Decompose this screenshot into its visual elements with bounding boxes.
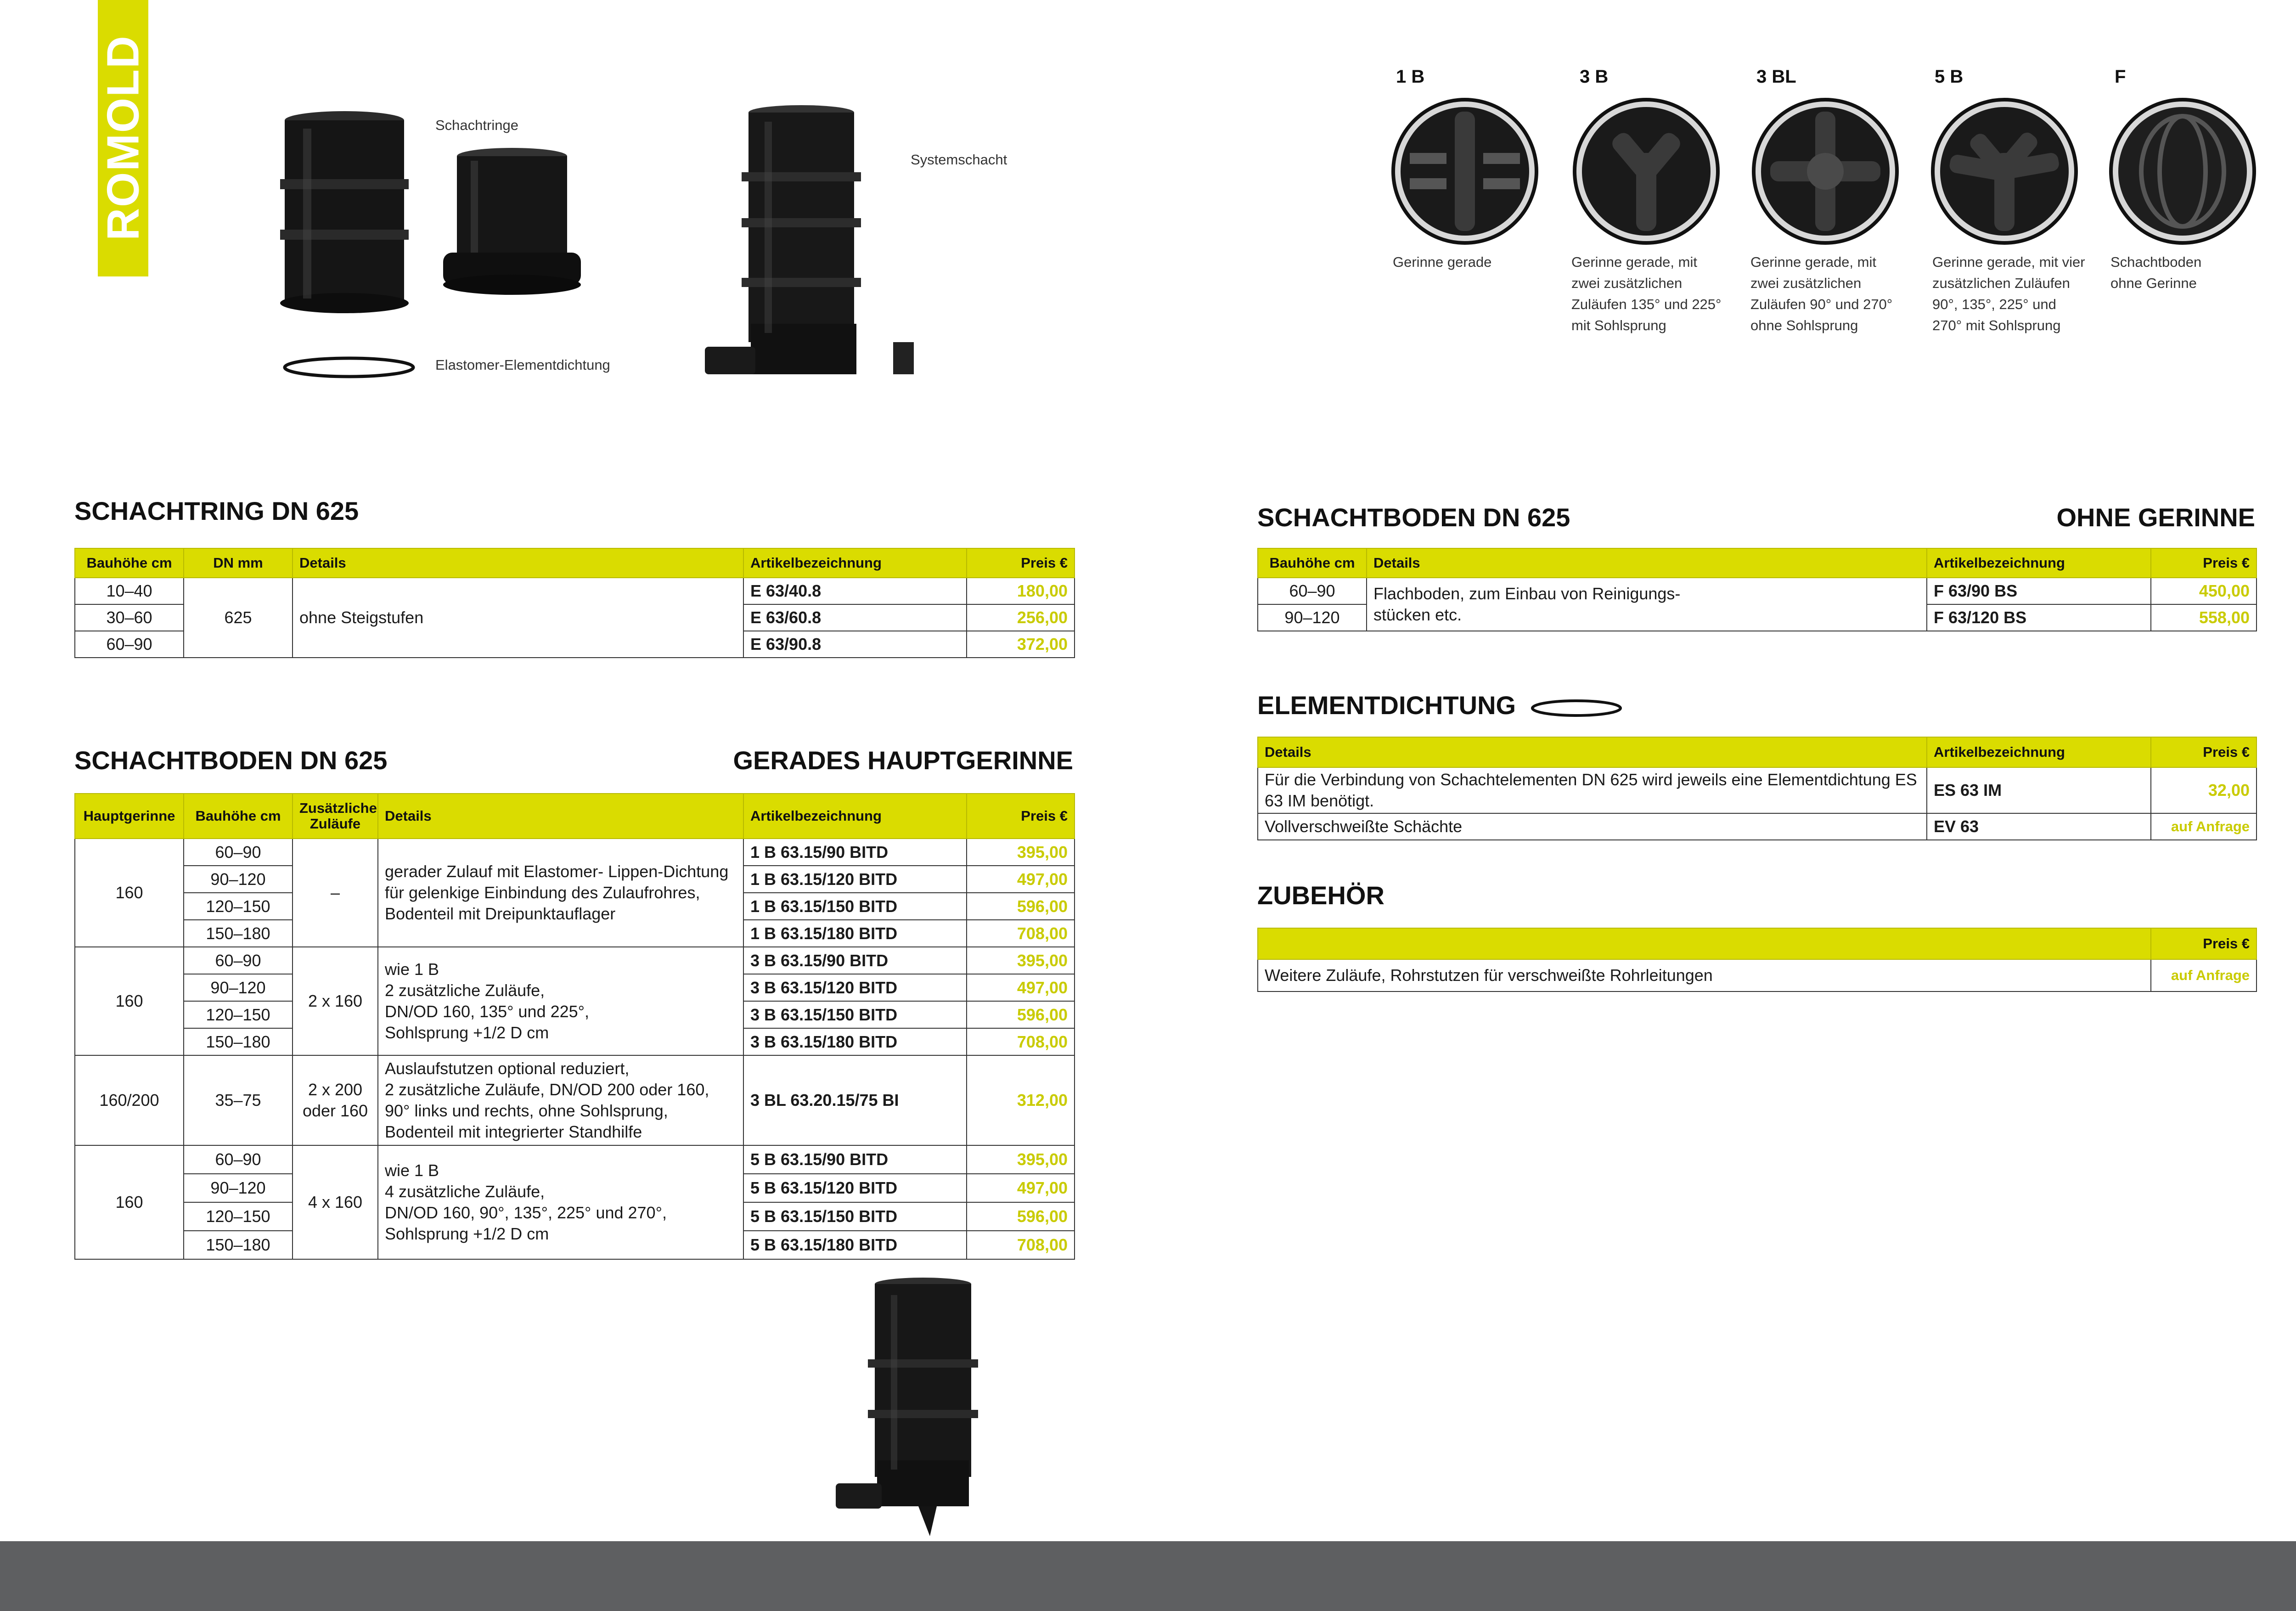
flachboden-subtitle: OHNE GERINNE <box>2056 503 2255 532</box>
schachtboden-table <box>74 793 1075 1260</box>
table-cell: wie 1 B 4 zusätzliche Zuläufe, DN/OD 160, 90°, 135°, 225° und 270°, Sohlsprung +1/2 D cm <box>378 1145 743 1259</box>
col-header: Preis € <box>2151 737 2257 767</box>
table-cell: 150–180 <box>184 920 293 947</box>
table-cell: 5 B 63.15/120 BITD <box>743 1174 967 1202</box>
col-header: Bauhöhe cm <box>75 548 184 578</box>
zubehoer-table <box>1257 928 2257 992</box>
variant-1b-image <box>1391 98 1538 245</box>
variant-code-3b: 3 B <box>1580 67 1609 87</box>
variant-caption-5b: Gerinne gerade, mit vier zusätzlichen Zuläufen 90°, 135°, 225° und 270° mit Sohlsprung <box>1932 254 2085 333</box>
table-cell: 120–150 <box>184 893 293 920</box>
brand-bar <box>98 0 148 276</box>
col-header: Details <box>293 548 743 578</box>
table-cell: 120–150 <box>184 1202 293 1231</box>
schacht-bottom-image <box>827 1277 1019 1543</box>
col-header: Artikelbezeichnung <box>743 548 967 578</box>
table-cell: 3 B 63.15/180 BITD <box>743 1028 967 1055</box>
table-cell: 596,00 <box>967 893 1075 920</box>
table-cell: Flachboden, zum Einbau von Reinigungs- stücken etc. <box>1367 578 1927 631</box>
table-cell: wie 1 B 2 zusätzliche Zuläufe, DN/OD 160, 135° und 225°, Sohlsprung +1/2 D cm <box>378 947 743 1055</box>
table-cell: 3 B 63.15/120 BITD <box>743 974 967 1001</box>
table-cell: 708,00 <box>967 1231 1075 1259</box>
schachtboden-subtitle: GERADES HAUPTGERINNE <box>733 746 1073 775</box>
col-header: Bauhöhe cm <box>184 794 293 839</box>
caption-systemschacht: Systemschacht <box>911 152 1007 168</box>
col-header: Preis € <box>967 794 1075 839</box>
table-cell: 5 B 63.15/180 BITD <box>743 1231 967 1259</box>
col-header: DN mm <box>184 548 293 578</box>
footer-bar <box>0 1541 2296 1611</box>
variant-caption-3bl: Gerinne gerade, mit zwei zusätzlichen Zuläufen 90° und 270° ohne Sohlsprung <box>1750 254 1893 333</box>
table-cell: E 63/40.8 <box>743 578 967 604</box>
col-header: Artikelbezeichnung <box>1927 548 2151 578</box>
table-cell: 596,00 <box>967 1001 1075 1028</box>
table-cell: F 63/120 BS <box>1927 604 2151 631</box>
table-cell: E 63/90.8 <box>743 631 967 658</box>
table-cell: auf Anfrage <box>2151 959 2257 991</box>
table-cell: 708,00 <box>967 920 1075 947</box>
table-cell: 120–150 <box>184 1001 293 1028</box>
schachtboden-title: SCHACHTBODEN DN 625 <box>74 746 388 775</box>
col-header: Zusätzliche Zuläufe <box>293 794 378 839</box>
table-cell: Weitere Zuläufe, Rohrstutzen für verschweißte Rohrleitungen <box>1258 959 2151 991</box>
table-cell: 30–60 <box>75 604 184 631</box>
table-cell: 90–120 <box>184 974 293 1001</box>
table-cell: 160 <box>75 1145 184 1259</box>
brand-logo: ROMOLD <box>97 35 148 241</box>
table-cell: 90–120 <box>184 1174 293 1202</box>
table-cell: 10–40 <box>75 578 184 604</box>
table-cell: 150–180 <box>184 1231 293 1259</box>
table-cell: Auslaufstutzen optional reduziert, 2 zusätzliche Zuläufe, DN/OD 200 oder 160, 90° links und rechts, ohne Sohlsprung, Bodenteil mit integrierter Standhilfe <box>378 1055 743 1145</box>
caption-dichtung: Elastomer-Elementdichtung <box>435 357 610 373</box>
variant-3b-image <box>1573 98 1720 245</box>
variant-code-1b: 1 B <box>1396 67 1425 87</box>
table-cell: Für die Verbindung von Schachtelementen DN 625 wird jeweils eine Elementdichtung ES 63 IM benötigt. <box>1258 767 1927 813</box>
col-header: Bauhöhe cm <box>1258 548 1367 578</box>
table-cell: ES 63 IM <box>1927 767 2151 813</box>
col-header: Details <box>1367 548 1927 578</box>
schachtring-large-image <box>276 110 413 312</box>
variant-code-3bl: 3 BL <box>1756 67 1796 87</box>
table-cell: 2 x 160 <box>293 947 378 1055</box>
table-cell: 1 B 63.15/180 BITD <box>743 920 967 947</box>
schachtring-small-image <box>439 147 585 303</box>
table-cell: 180,00 <box>967 578 1075 604</box>
table-cell: 497,00 <box>967 1174 1075 1202</box>
schachtring-title: SCHACHTRING DN 625 <box>74 496 359 525</box>
table-cell: 3 B 63.15/150 BITD <box>743 1001 967 1028</box>
col-header: Preis € <box>967 548 1075 578</box>
table-cell: – <box>293 839 378 947</box>
table-cell: 160 <box>75 839 184 947</box>
table-cell: 372,00 <box>967 631 1075 658</box>
table-cell: 1 B 63.15/120 BITD <box>743 866 967 893</box>
table-cell: 150–180 <box>184 1028 293 1055</box>
dichtung-ring-icon <box>1531 698 1622 718</box>
table-cell: 3 B 63.15/90 BITD <box>743 947 967 974</box>
table-cell: 4 x 160 <box>293 1145 378 1259</box>
table-cell: 497,00 <box>967 974 1075 1001</box>
table-cell: 625 <box>184 578 293 658</box>
table-cell: EV 63 <box>1927 813 2151 840</box>
table-cell: 256,00 <box>967 604 1075 631</box>
table-cell: 450,00 <box>2151 578 2257 604</box>
table-cell: 90–120 <box>184 866 293 893</box>
variant-3bl-image <box>1752 98 1899 245</box>
col-header: Details <box>1258 737 1927 767</box>
table-cell: 708,00 <box>967 1028 1075 1055</box>
schachtring-table <box>74 548 1075 658</box>
table-cell: 32,00 <box>2151 767 2257 813</box>
col-header: Artikelbezeichnung <box>743 794 967 839</box>
variant-5b-image <box>1931 98 2078 245</box>
variant-f-image <box>2109 98 2256 245</box>
table-cell: auf Anfrage <box>2151 813 2257 840</box>
col-header: Details <box>378 794 743 839</box>
table-cell: 395,00 <box>967 947 1075 974</box>
dichtung-image <box>282 356 416 379</box>
table-cell: 3 BL 63.20.15/75 BI <box>743 1055 967 1145</box>
table-cell: 1 B 63.15/150 BITD <box>743 893 967 920</box>
col-header: Preis € <box>2151 928 2257 959</box>
table-cell: ohne Steigstufen <box>293 578 743 658</box>
col-header: Hauptgerinne <box>75 794 184 839</box>
table-cell: 90–120 <box>1258 604 1367 631</box>
variant-code-5b: 5 B <box>1935 67 1964 87</box>
table-cell: 60–90 <box>184 839 293 866</box>
col-header: Preis € <box>2151 548 2257 578</box>
table-cell: 558,00 <box>2151 604 2257 631</box>
table-cell: Vollverschweißte Schächte <box>1258 813 1927 840</box>
table-cell: 60–90 <box>184 947 293 974</box>
table-cell: 395,00 <box>967 1145 1075 1174</box>
elementdichtung-table <box>1257 737 2257 840</box>
table-cell: 5 B 63.15/150 BITD <box>743 1202 967 1231</box>
variant-caption-f: Schachtboden ohne Gerinne <box>2110 254 2202 291</box>
variant-caption-1b: Gerinne gerade <box>1393 254 1492 270</box>
table-cell: E 63/60.8 <box>743 604 967 631</box>
table-cell: 497,00 <box>967 866 1075 893</box>
flachboden-title: SCHACHTBODEN DN 625 <box>1257 503 1570 532</box>
table-cell: 596,00 <box>967 1202 1075 1231</box>
table-cell: 35–75 <box>184 1055 293 1145</box>
zubehoer-title: ZUBEHÖR <box>1257 881 1384 910</box>
table-cell: 60–90 <box>1258 578 1367 604</box>
table-cell: gerader Zulauf mit Elastomer- Lippen-Dichtung für gelenkige Einbindung des Zulaufrohres, Bodenteil mit Dreipunktauflager <box>378 839 743 947</box>
table-cell: 312,00 <box>967 1055 1075 1145</box>
systemschacht-image <box>696 103 925 388</box>
variant-caption-3b: Gerinne gerade, mit zwei zusätzlichen Zuläufen 135° und 225° mit Sohlsprung <box>1571 254 1722 333</box>
variant-code-f: F <box>2115 67 2126 87</box>
table-cell: 160 <box>75 947 184 1055</box>
col-header <box>1258 928 2151 959</box>
table-cell: 1 B 63.15/90 BITD <box>743 839 967 866</box>
elementdichtung-title: ELEMENTDICHTUNG <box>1257 691 1516 720</box>
table-cell: 2 x 200 oder 160 <box>293 1055 378 1145</box>
table-cell: F 63/90 BS <box>1927 578 2151 604</box>
col-header: Artikelbezeichnung <box>1927 737 2151 767</box>
table-cell: 5 B 63.15/90 BITD <box>743 1145 967 1174</box>
table-cell: 395,00 <box>967 839 1075 866</box>
table-cell: 60–90 <box>75 631 184 658</box>
table-cell: 60–90 <box>184 1145 293 1174</box>
table-cell: 160/200 <box>75 1055 184 1145</box>
caption-schachtringe: Schachtringe <box>435 117 518 133</box>
flachboden-table <box>1257 548 2257 631</box>
